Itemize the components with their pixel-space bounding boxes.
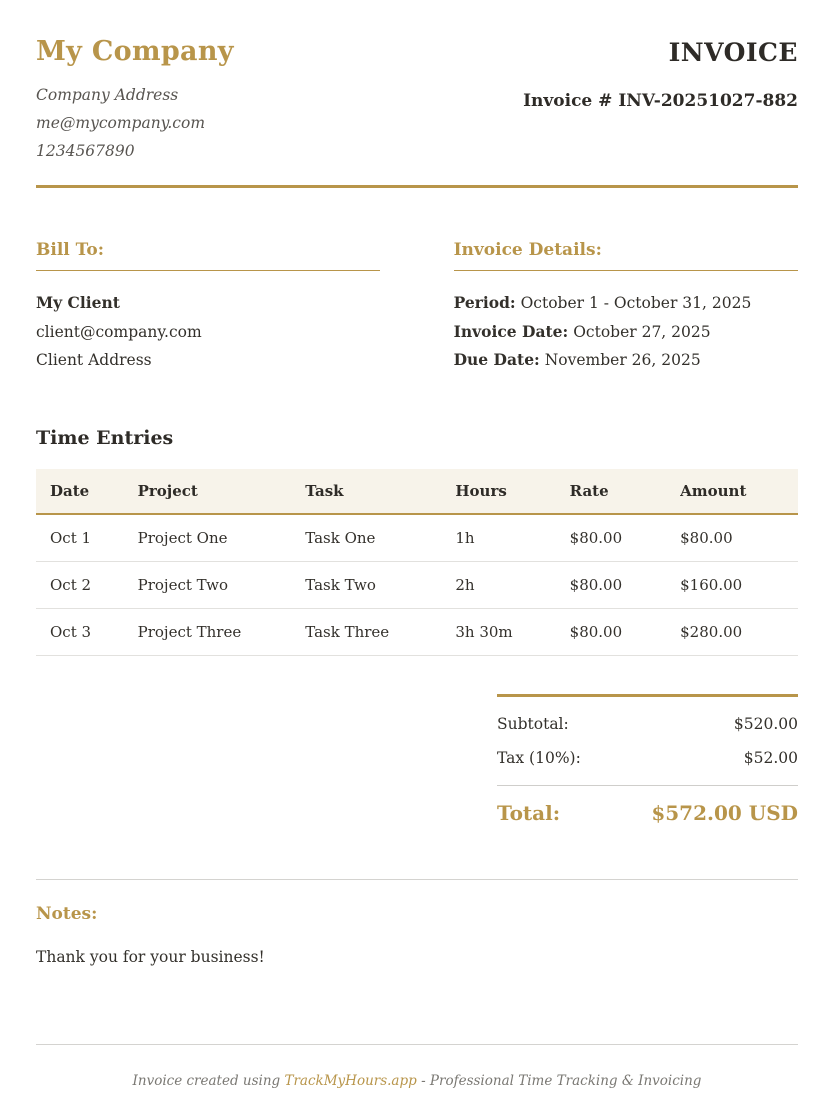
tax-value: $52.00 [743, 748, 798, 767]
time-entries-heading: Time Entries [36, 426, 174, 449]
column-header-project: Project [124, 469, 292, 514]
invoice-details-heading: Invoice Details: [454, 240, 798, 271]
period-label: Period: [453, 293, 516, 312]
table-header-row [36, 469, 798, 514]
period-value: October 1 - October 31, 2025 [520, 294, 752, 312]
footer-text-prefix: Invoice created using [132, 1072, 285, 1089]
subtotal-label: Subtotal: [497, 714, 569, 733]
column-header-date: Date [36, 469, 124, 514]
totals-section [497, 694, 798, 833]
parties-section [36, 240, 798, 375]
invoice-date-value: October 27, 2025 [573, 322, 711, 341]
notes-section [36, 879, 798, 966]
company-info-block [36, 36, 234, 165]
bill-to-section [36, 240, 380, 375]
header-divider [36, 185, 798, 188]
trackmyhours-app-link[interactable]: TrackMyHours.app [284, 1072, 417, 1089]
period-line [454, 289, 798, 318]
cell-hours: 1h [441, 514, 555, 562]
invoice-date-line [454, 318, 798, 347]
table-row [36, 514, 798, 562]
invoice-date-label: Invoice Date: [453, 321, 569, 341]
cell-rate: $80.00 [556, 608, 666, 655]
column-header-rate: Rate [556, 469, 666, 514]
company-phone: 1234567890 [36, 142, 135, 160]
invoice-header [36, 36, 798, 165]
cell-date: Oct 1 [36, 514, 124, 562]
subtotal-row [497, 707, 798, 741]
cell-amount: $80.00 [666, 514, 798, 562]
cell-date: Oct 3 [36, 608, 124, 655]
cell-hours: 3h 30m [441, 608, 555, 655]
table-body [36, 514, 798, 656]
company-email: me@mycompany.com [36, 114, 206, 132]
tax-label: Tax (10%): [497, 748, 581, 767]
cell-task: Task One [291, 514, 441, 562]
company-address: Company Address [36, 86, 179, 104]
invoice-title-block [523, 36, 798, 111]
client-email: client@company.com [36, 322, 202, 341]
invoice-details-section [454, 240, 798, 375]
column-header-task: Task [291, 469, 441, 514]
due-date-label: Due Date: [453, 350, 540, 369]
cell-amount: $280.00 [666, 608, 798, 655]
total-row [497, 785, 798, 833]
total-label: Total: [497, 800, 561, 825]
cell-rate: $80.00 [556, 561, 666, 608]
notes-heading: Notes: [36, 903, 98, 924]
cell-task: Task Two [291, 561, 441, 608]
cell-project: Project Two [124, 561, 292, 608]
client-address: Client Address [36, 351, 152, 369]
bill-to-heading: Bill To: [36, 240, 380, 271]
time-entries-section [36, 427, 798, 656]
cell-rate: $80.00 [556, 514, 666, 562]
invoice-number: Invoice # INV-20251027-882 [523, 91, 798, 111]
cell-task: Task Three [291, 608, 441, 655]
invoice-title: INVOICE [668, 38, 798, 67]
table-row [36, 608, 798, 655]
footer-text-suffix: - Professional Time Tracking & Invoicing [416, 1072, 702, 1089]
cell-amount: $160.00 [666, 561, 798, 608]
notes-text: Thank you for your business! [36, 947, 265, 966]
cell-project: Project Three [124, 608, 292, 655]
cell-project: Project One [124, 514, 292, 562]
page-footer [36, 1044, 798, 1101]
table-head [36, 469, 798, 514]
subtotal-value: $520.00 [733, 714, 798, 733]
cell-hours: 2h [441, 561, 555, 608]
company-name: My Company [36, 36, 234, 67]
client-name: My Client [36, 293, 120, 312]
time-entries-table [36, 469, 798, 656]
total-value: $572.00 USD [651, 800, 798, 825]
due-date-line [454, 346, 798, 375]
tax-row [497, 741, 798, 775]
table-row [36, 561, 798, 608]
due-date-value: November 26, 2025 [544, 351, 701, 369]
column-header-amount: Amount [666, 469, 798, 514]
cell-date: Oct 2 [36, 561, 124, 608]
column-header-hours: Hours [441, 469, 555, 514]
